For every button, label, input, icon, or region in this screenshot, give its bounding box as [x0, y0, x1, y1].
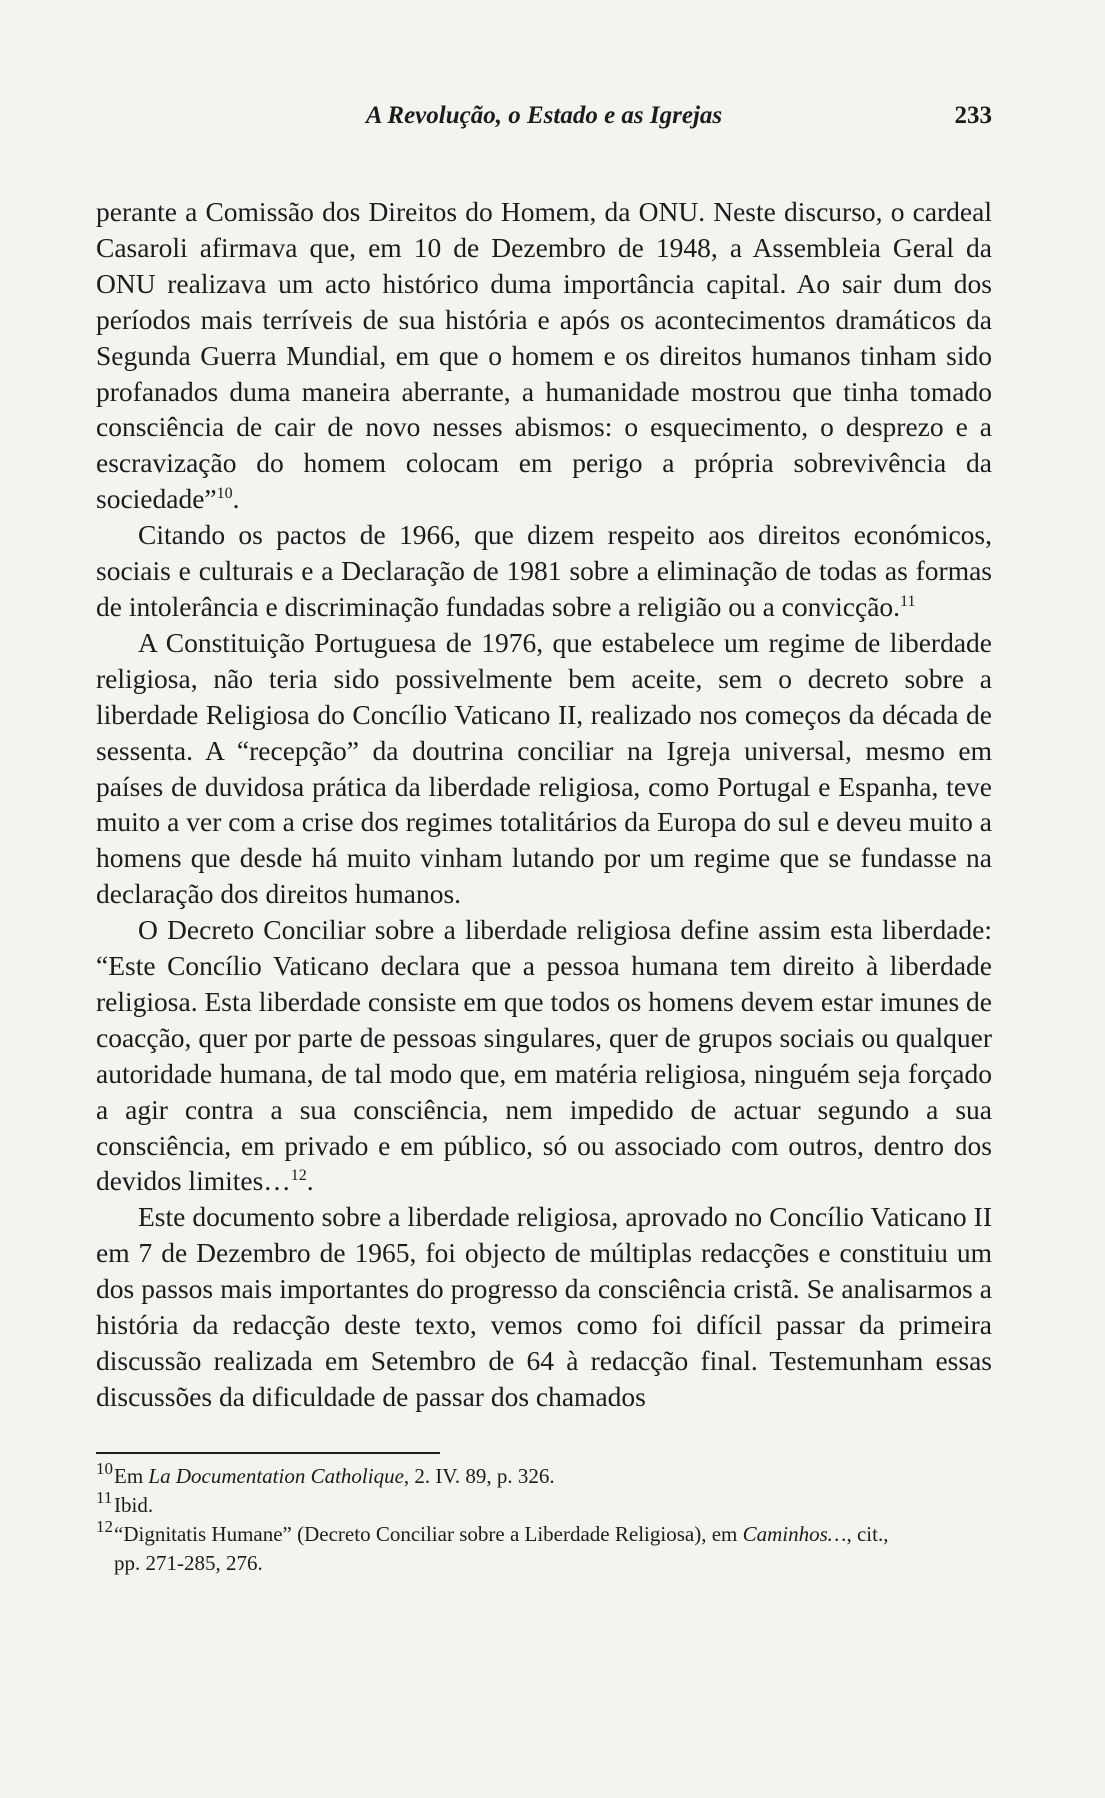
paragraph-1 [96, 194, 992, 517]
footnote-12-pre: “Dignitatis Humane” (Decreto Conciliar sobre a Liberdade Religiosa), em [114, 1522, 743, 1546]
footnote-10-title: La Documentation Catholique [148, 1464, 404, 1488]
footnote-12-post: , cit., [846, 1522, 889, 1546]
footnotes [96, 1459, 992, 1578]
footnote-number: 11 [96, 1488, 113, 1507]
footnote-10 [96, 1459, 992, 1491]
footnote-number: 12 [96, 1517, 113, 1536]
footnote-10-pre: Em [114, 1464, 149, 1488]
footnote-ref-12: 12 [290, 1167, 307, 1185]
paragraph-3-text: A Constituição Portuguesa de 1976, que estabelece um regime de liberdade religiosa, não teria sido possivelmente bem aceite, sem o decreto sobre a liberdade Religiosa do Concílio Vaticano II, realizado nos começos da década de sessenta. A “recepção” da doutrina conciliar na Igreja universal, mesmo em países de duvidosa prática da liberdade religiosa, como Portugal e Espanha, teve muito a ver com a crise dos regimes totalitários da Europa do sul e deveu muito a homens que desde há muito vinham lutando por um regime que se fundasse na declaração dos direitos humanos. [96, 626, 992, 910]
paragraph-1-end: . [232, 483, 240, 515]
footnote-text [114, 1462, 992, 1491]
body-text [96, 194, 992, 1415]
paragraph-4-end: . [306, 1165, 314, 1197]
page-number: 233 [954, 102, 992, 129]
footnote-text: Ibid. [114, 1493, 154, 1517]
paragraph-5 [96, 1199, 992, 1414]
footnote-number: 10 [96, 1459, 113, 1478]
footnote-ref-11: 11 [900, 592, 916, 610]
running-title: A Revolução, o Estado e as Igrejas [365, 102, 723, 129]
page-header [96, 102, 992, 138]
footnote-10-post: , 2. IV. 89, p. 326. [403, 1464, 555, 1488]
paragraph-2-text: Citando os pactos de 1966, que dizem respeito aos direitos económicos, sociais e culturais e a Declaração de 1981 sobre a eliminação de todas as formas de intolerância e discriminação fundadas sobre a religião ou a convicção. [96, 519, 992, 622]
paragraph-3 [96, 625, 992, 912]
footnote-text [114, 1520, 992, 1549]
paragraph-4 [96, 912, 992, 1199]
footnote-11 [96, 1488, 992, 1520]
paragraph-2 [96, 517, 992, 625]
footnote-12 [96, 1517, 992, 1578]
paragraph-4-text: O Decreto Conciliar sobre a liberdade religiosa define assim esta liberdade: “Este Concílio Vaticano declara que a pessoa humana tem direito à liberdade religiosa. Esta liberdade consiste em que todos os homens devem estar imunes de coacção, quer por parte de pessoas singulares, quer de grupos sociais ou qualquer autoridade humana, de tal modo que, em matéria religiosa, ninguém seja forçado a agir contra a sua consciência, nem impedido de actuar segundo a sua consciência, em privado e em público, só ou associado com outros, dentro dos devidos limites… [96, 914, 992, 1197]
paragraph-1-text: perante a Comissão dos Direitos do Homem, da ONU. Neste discurso, o cardeal Casaroli afirmava que, em 10 de Dezembro de 1948, a Assembleia Geral da ONU realizava um acto histórico duma importância capital. Ao sair dum dos períodos mais terríveis de sua história e após os acontecimentos dramáticos da Segunda Guerra Mundial, em que o homem e os direitos humanos tinham sido profanados duma maneira aberrante, a humanidade mostrou que tinha tomado consciência de cair de novo nesses abismos: o esquecimento, o desprezo e a escravização do homem colocam em perigo a própria sobrevivência da sociedade” [96, 196, 992, 515]
paragraph-5-text: Este documento sobre a liberdade religiosa, aprovado no Concílio Vaticano II em 7 de Dezembro de 1965, foi objecto de múltiplas redacções e constituiu um dos passos mais importantes do progresso da consciência cristã. Se analisarmos a história da redacção deste texto, vemos como foi difícil passar da primeira discussão realizada em Setembro de 64 à redacção final. Testemunham essas discussões da dificuldade de passar dos chamados [96, 1201, 992, 1412]
footnote-12-title: Caminhos… [742, 1522, 847, 1546]
footnote-12-line2: pp. 271-285, 276. [114, 1551, 263, 1575]
footnote-divider [96, 1452, 440, 1454]
footnote-ref-10: 10 [216, 485, 233, 503]
